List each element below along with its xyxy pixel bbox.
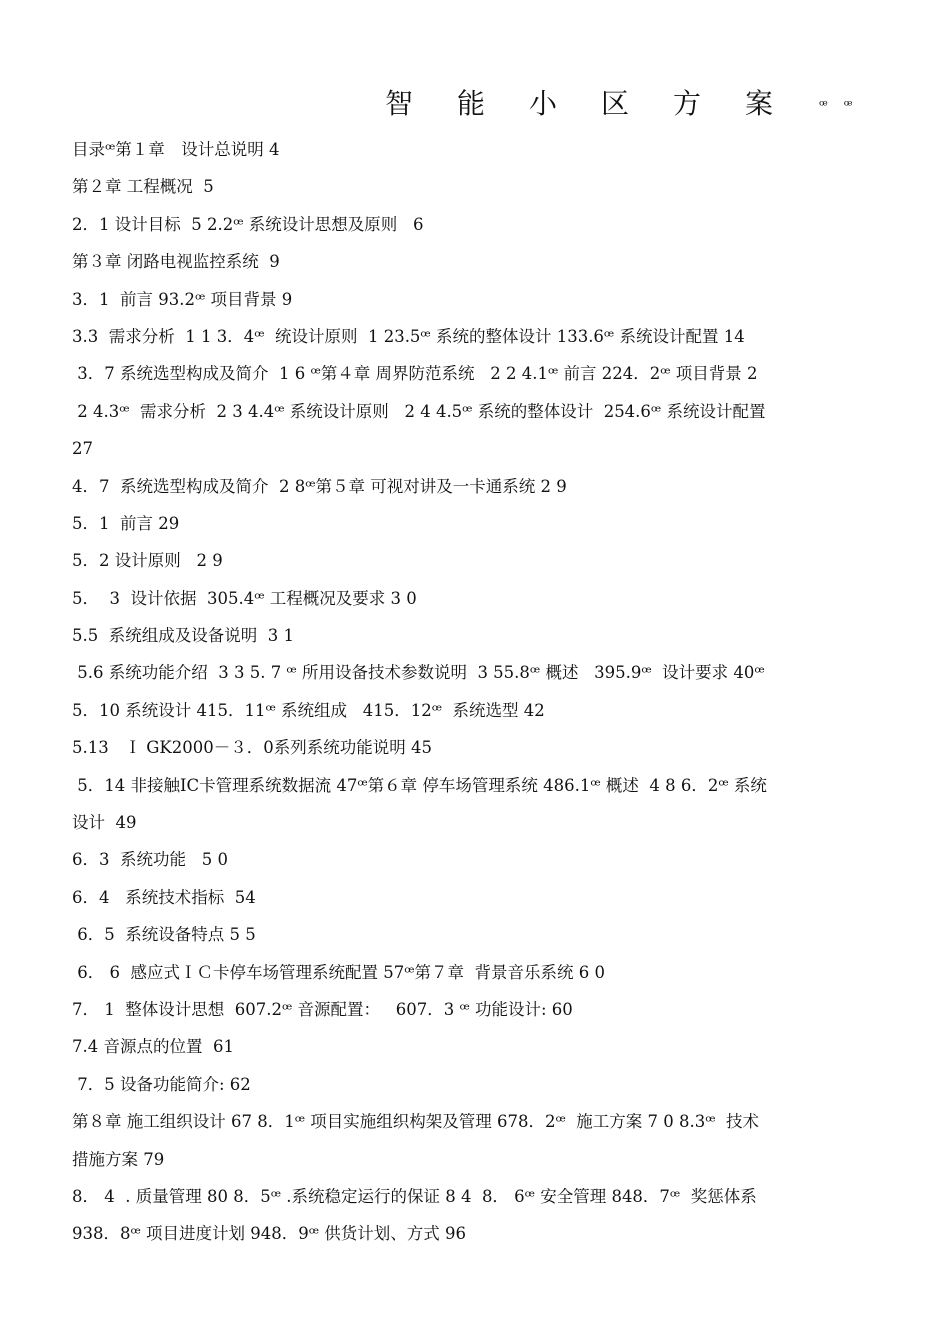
toc-line: 6．5 系统设备特点 5 5 bbox=[72, 925, 256, 945]
toc-line: 938．8ꟹ 项目进度计划 948．9ꟹ 供货计划、方式 96 bbox=[72, 1224, 467, 1244]
toc-line: 7.4 音源点的位置 61 bbox=[72, 1037, 234, 1057]
toc-line: 5．10 系统设计 415．11ꟹ 系统组成 415．12ꟹ 系统选型 42 bbox=[72, 700, 545, 720]
toc-line: 4．7 系统选型构成及简介 2 8ꟹ第５章 可视对讲及一卡通系统 2 9 bbox=[72, 476, 567, 496]
toc-line: 6．4 系统技术指标 54 bbox=[72, 887, 256, 907]
toc-line: 5.5 系统组成及设备说明 3 1 bbox=[72, 626, 294, 646]
toc-line: 27 bbox=[72, 439, 93, 459]
toc-line: 3．7 系统选型构成及简介 1 6 ꟹ第４章 周界防范系统 2 2 4.1ꟹ 前言 224．2ꟹ 项目背景 2 bbox=[72, 364, 758, 384]
toc-line: 第８章 施工组织设计 67 8．1ꟹ 项目实施组织构架及管理 678．2ꟹ 施工方案 7 0 8.3ꟹ 技术 bbox=[72, 1112, 759, 1132]
title-row bbox=[385, 80, 885, 124]
toc-line: 8． 4 . 质量管理 80 8．5ꟹ .系统稳定运行的保证 8 4 8． 6ꟹ 安全管理 848．7ꟹ 奖惩体系 bbox=[72, 1186, 757, 1206]
toc-line: 第２章 工程概况 5 bbox=[72, 177, 214, 197]
table-of-contents bbox=[72, 131, 880, 1253]
toc-line: 3.3 需求分析 1 1 3．4ꟹ 统设计原则 1 23.5ꟹ 系统的整体设计 133.6ꟹ 系统设计配置 14 bbox=[72, 326, 745, 346]
toc-line: 措施方案 79 bbox=[72, 1149, 165, 1169]
toc-line: 设计 49 bbox=[72, 813, 137, 833]
toc-line: 5.13 Ｉ GK2000－３．0系列系统功能说明 45 bbox=[72, 738, 432, 758]
toc-line: 2．1 设计目标 5 2.2ꟹ 系统设计思想及原则 6 bbox=[72, 214, 424, 234]
toc-line: 7． 1 整体设计思想 607.2ꟹ 音源配置： 607．3 ꟹ 功能设计: 60 bbox=[72, 999, 573, 1019]
toc-line: 目录ꟹ第１章 设计总说明 4 bbox=[72, 140, 280, 159]
toc-line: 5． 3 设计依据 305.4ꟹ 工程概况及要求 3 0 bbox=[72, 588, 417, 608]
toc-line: 5.6 系统功能介绍 3 3 5. 7 ꟹ 所用设备技术参数说明 3 55.8ꟹ 概述 395.9ꟹ 设计要求 40ꟹ bbox=[72, 663, 765, 683]
toc-line: 6． 6 感应式ＩＣ卡停车场管理系统配置 57ꟹ第７章 背景音乐系统 6 0 bbox=[72, 962, 605, 982]
toc-line: 6．3 系统功能 5 0 bbox=[72, 850, 228, 870]
document-title: 智能小区方案 bbox=[385, 87, 818, 120]
toc-line: 5．14 非接触IC卡管理系统数据流 47ꟹ第６章 停车场管理系统 486.1ꟹ 概述 4 8 6．2ꟹ 系统 bbox=[72, 775, 767, 795]
title-marks: ꟹꟹ bbox=[819, 98, 869, 114]
toc-line: 7．5 设备功能简介: 62 bbox=[72, 1074, 251, 1094]
toc-line: 第３章 闭路电视监控系统 9 bbox=[72, 252, 280, 272]
toc-line: 2 4.3ꟹ 需求分析 2 3 4.4ꟹ 系统设计原则 2 4 4.5ꟹ 系统的整体设计 254.6ꟹ 系统设计配置 bbox=[72, 401, 766, 421]
toc-line: 5．2 设计原则 2 9 bbox=[72, 551, 223, 571]
toc-line: 3．1 前言 93.2ꟹ 项目背景 9 bbox=[72, 289, 293, 309]
toc-line: 5．1 前言 29 bbox=[72, 513, 180, 533]
